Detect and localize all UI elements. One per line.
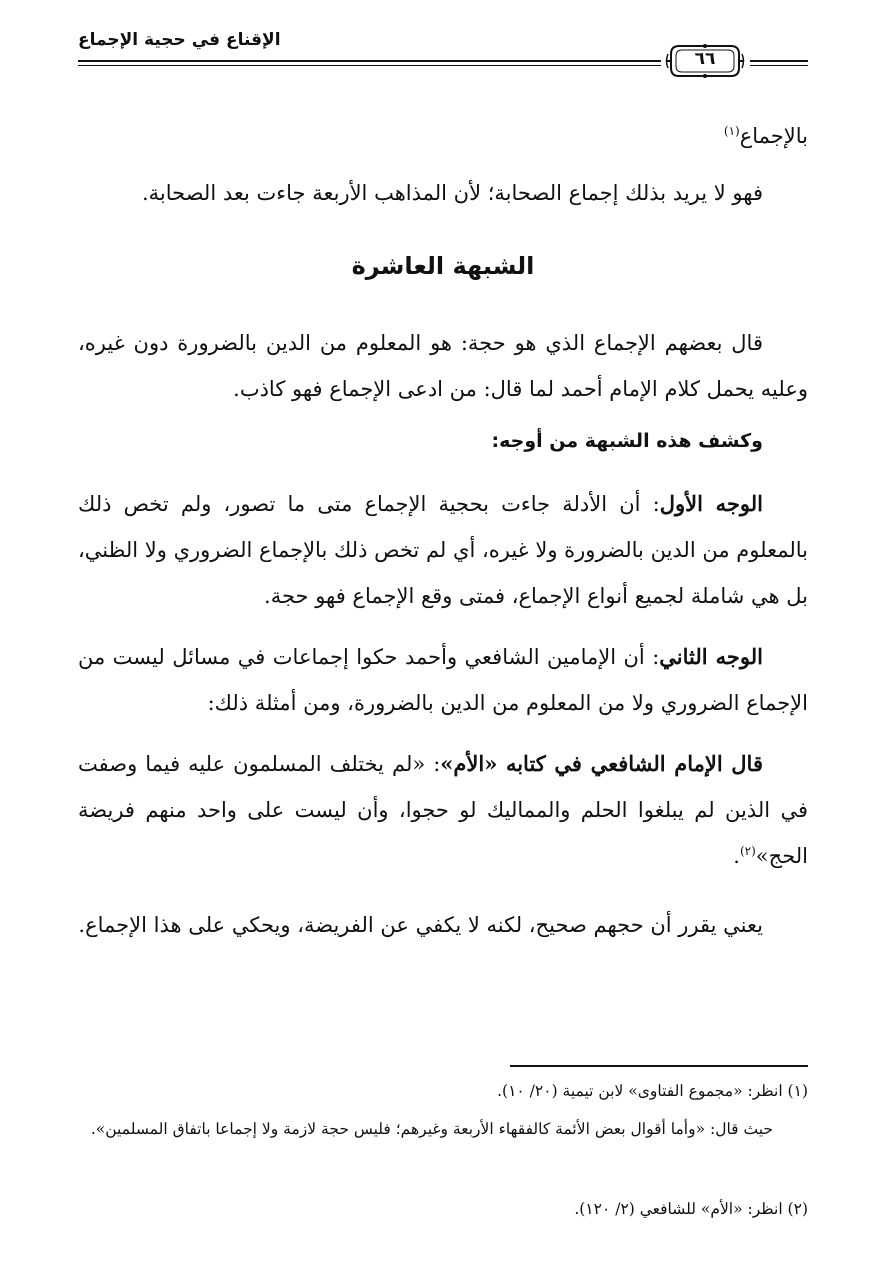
paragraph-text: : «لم يختلف المسلمون عليه فيما وصفت في الذين لم يبلغوا الحلم والمماليك لو حجوا، وأن ليست على واحد منهم فريضة الحج» bbox=[78, 752, 808, 868]
paragraph-text: بالإجماع bbox=[739, 124, 808, 148]
paragraph-text: : أن الأدلة جاءت بحجية الإجماع متى ما تصور، ولم تخص ذلك بالمعلوم من الدين بالضرورة ولا غيره، أي لم تخص ذلك بالإجماع الضروري ولا الظني، بل هي شاملة لجميع أنواع الإجماع، فمتى وقع الإجماع فهو حجة. bbox=[78, 492, 808, 608]
paragraph-text: قال بعضهم الإجماع الذي هو حجة: هو المعلوم من الدين بالضرورة دون غيره، وعليه يحمل كلام الإمام أحمد لما قال: من ادعى الإجماع فهو كاذب. bbox=[78, 331, 808, 401]
section-heading: الشبهة العاشرة bbox=[351, 252, 535, 280]
paragraph-text: فهو لا يريد بذلك إجماع الصحابة؛ لأن المذاهب الأربعة جاءت بعد الصحابة. bbox=[141, 181, 763, 205]
running-header-title: الإقناع في حجية الإجماع bbox=[78, 30, 281, 50]
page-number: ٦٦ bbox=[694, 49, 716, 69]
footnote-separator bbox=[510, 1065, 808, 1067]
paragraph bbox=[78, 320, 808, 412]
header-rule-left-thin bbox=[78, 65, 661, 66]
paragraph bbox=[78, 634, 808, 726]
paragraph-text: يعني يقرر أن حجهم صحيح، لكنه لا يكفي عن الفريضة، ويحكي على هذا الإجماع. bbox=[78, 913, 763, 937]
paragraph-lead: الوجه الأول bbox=[659, 491, 764, 516]
paragraph-end: . bbox=[733, 844, 740, 868]
footnote-1: (١) انظر: «مجموع الفتاوى» لابن تيمية (٢٠/ ١٠). bbox=[497, 1082, 808, 1100]
paragraph bbox=[78, 481, 808, 619]
paragraph bbox=[78, 902, 808, 948]
paragraph bbox=[78, 741, 808, 879]
paragraph-lead: الوجه الثاني bbox=[659, 644, 763, 669]
footnote-ref-2[interactable]: (٢) bbox=[739, 844, 756, 858]
paragraph-text: : أن الإمامين الشافعي وأحمد حكوا إجماعات في مسائل ليست من الإجماع الضروري ولا من المعلوم من الدين بالضرورة، ومن أمثلة ذلك: bbox=[78, 645, 808, 715]
paragraph bbox=[78, 170, 763, 216]
paragraph-lead: قال الإمام الشافعي في كتابه «الأم» bbox=[440, 751, 763, 776]
footnote-ref-1[interactable]: (١) bbox=[723, 124, 740, 138]
header-rule-right-thin bbox=[750, 65, 808, 66]
footnote-2: (٢) انظر: «الأم» للشافعي (٢/ ١٢٠). bbox=[574, 1200, 808, 1218]
header-rule-left bbox=[78, 60, 661, 62]
header-rule-right bbox=[750, 60, 808, 62]
subheading: وكشف هذه الشبهة من أوجه: bbox=[491, 430, 763, 452]
paragraph-continuation bbox=[78, 113, 808, 159]
footnote-1-continuation: حيث قال: «وأما أقوال بعض الأئمة كالفقهاء الأربعة وغيرهم؛ فليس حجة لازمة ولا إجماعا باتفاق المسلمين». bbox=[90, 1120, 773, 1138]
page-number-badge bbox=[665, 40, 745, 82]
